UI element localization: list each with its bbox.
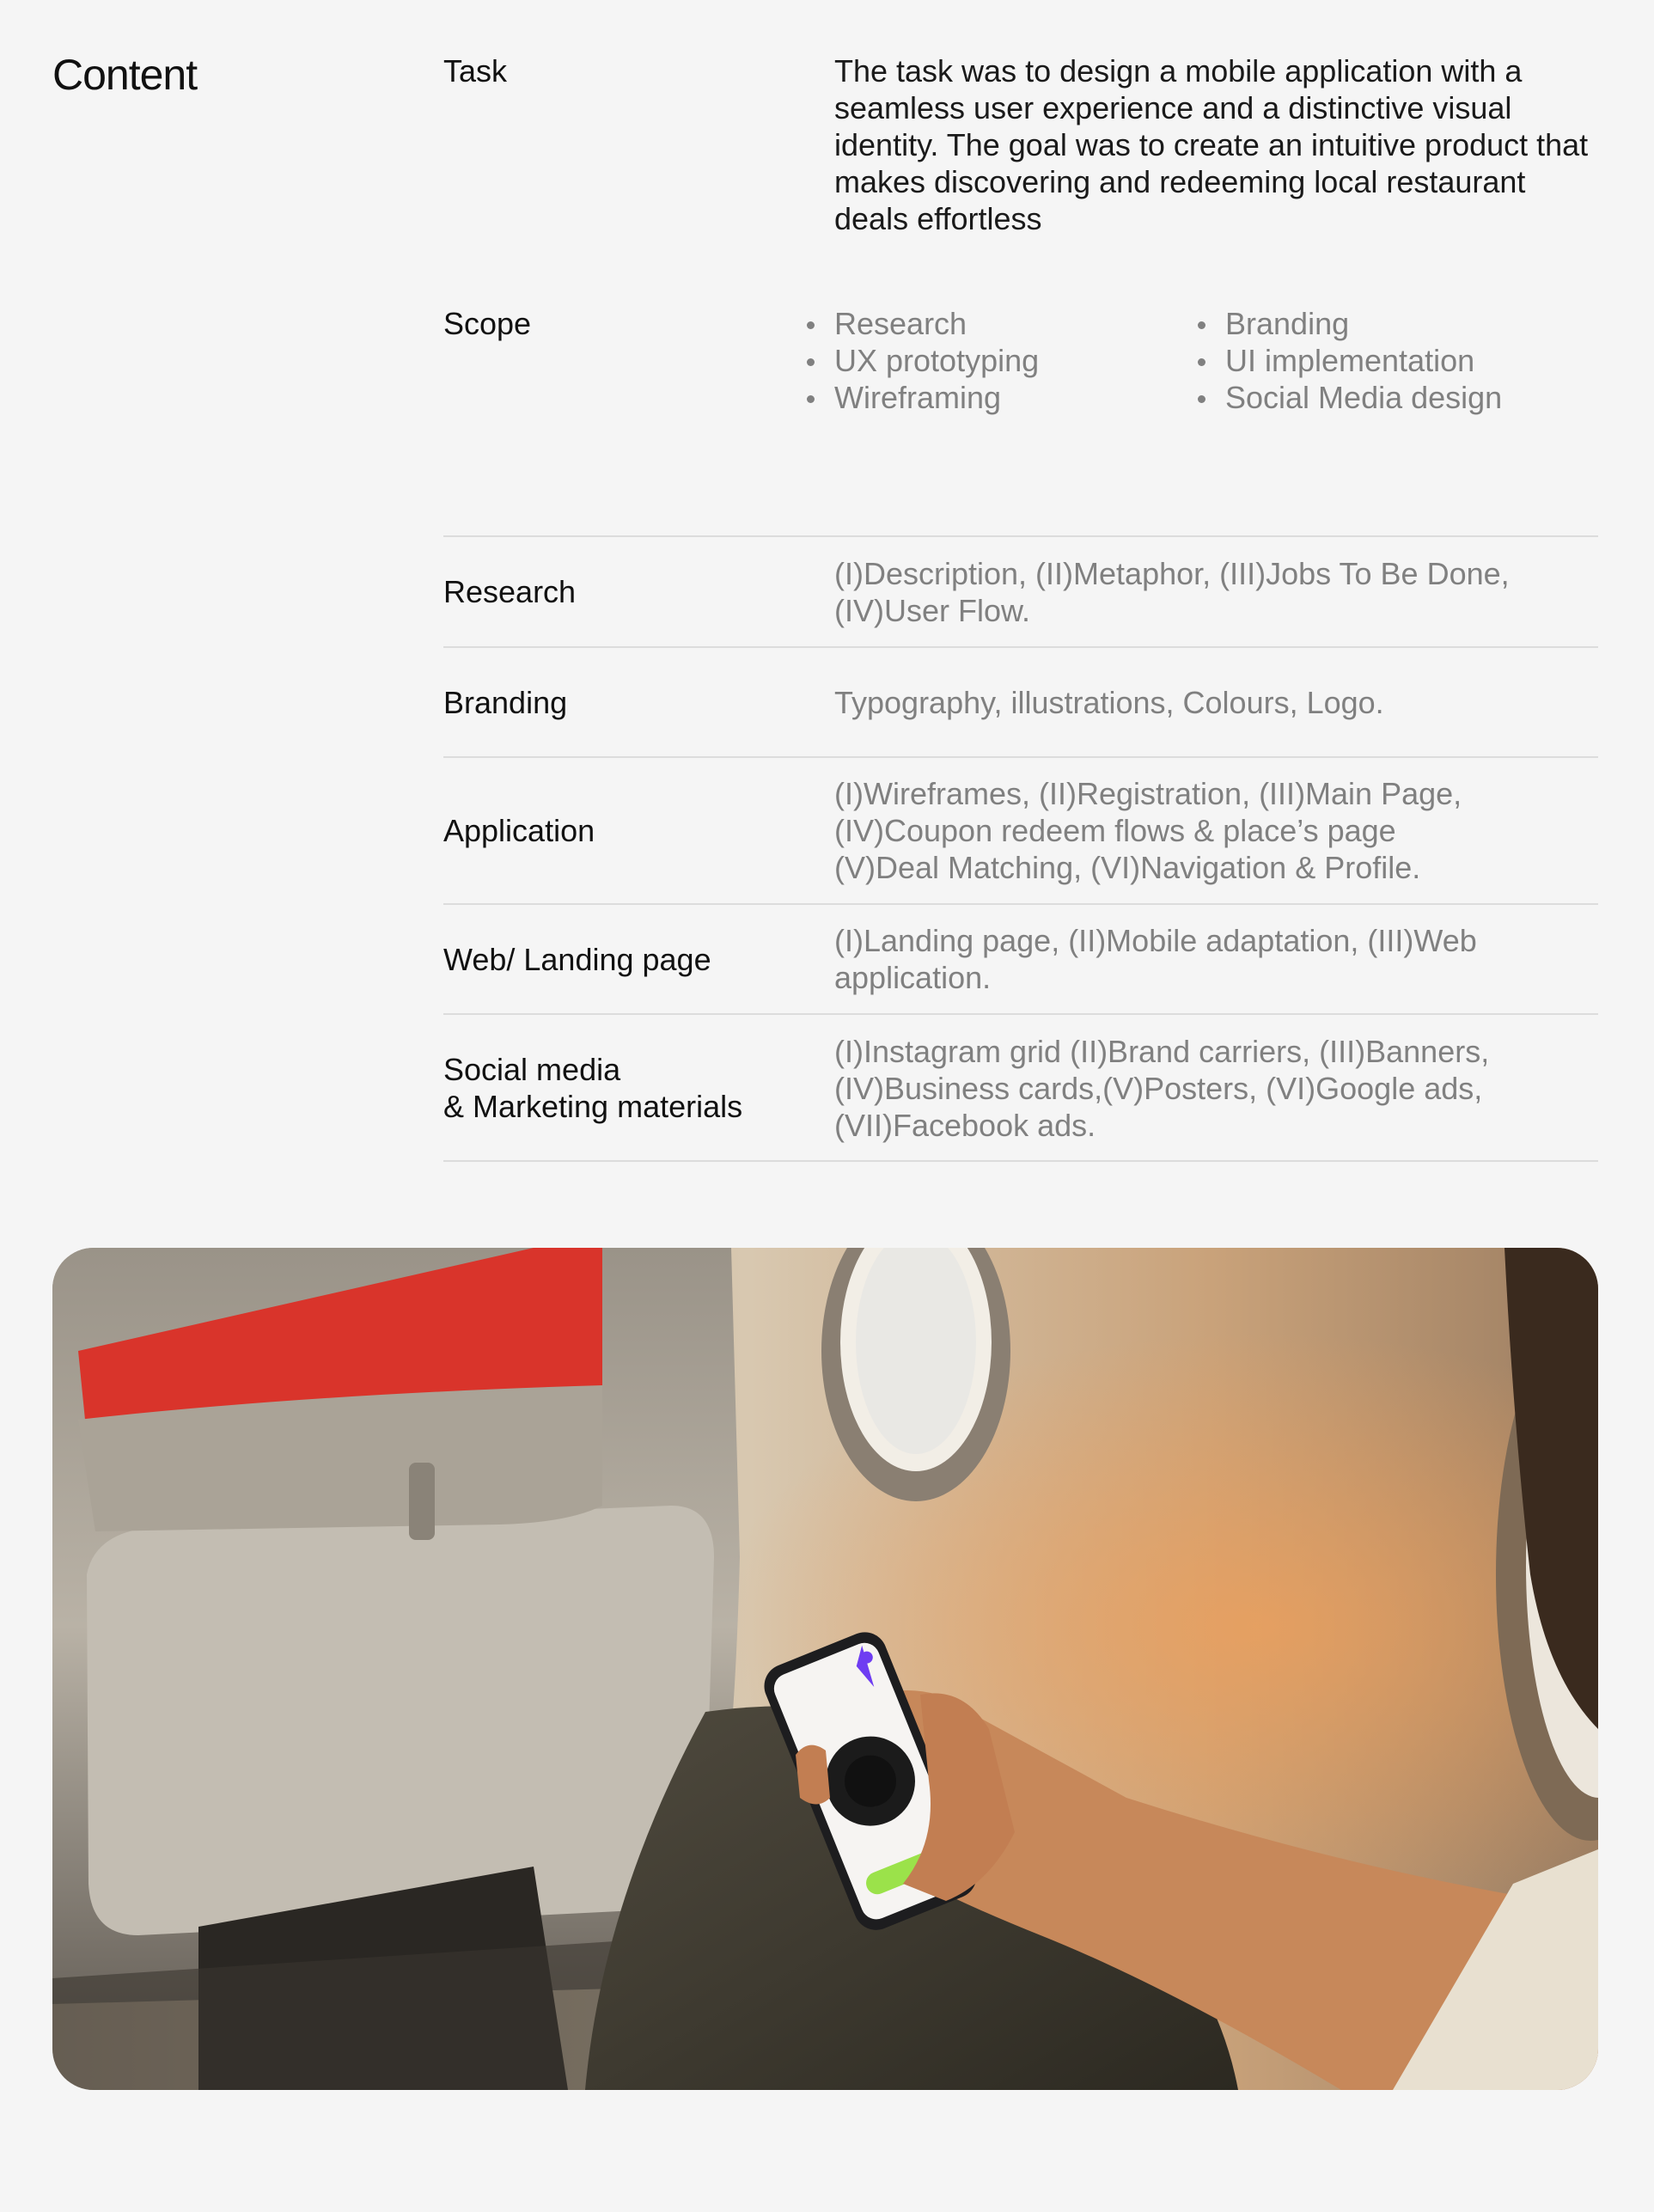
scope-list-left xyxy=(803,305,1039,416)
task-description: The task was to design a mobile application with a seamless user experience and a distinctive visual identity. The goal was to create an intuitive product that makes discovering and redeeming local restaurant deals effortless xyxy=(834,53,1589,236)
scope-item: Wireframing xyxy=(803,379,1039,416)
scope-label: Scope xyxy=(443,306,532,341)
divider xyxy=(443,535,1598,537)
row-value-web: (I)Landing page, (II)Mobile adaptation, (III)Web application. xyxy=(834,923,1477,995)
scope-list-right xyxy=(1194,305,1502,416)
divider xyxy=(443,1160,1598,1162)
scope-item: Branding xyxy=(1194,305,1502,342)
value-line: (IV)Coupon redeem flows & place’s page xyxy=(834,813,1396,848)
row-value-social: (I)Instagram grid (II)Brand carriers, (III)Banners, (IV)Business cards,(V)Posters, (VI)Google ads, (VII)Facebook ads. xyxy=(834,1034,1490,1143)
row-value-research: (I)Description, (II)Metaphor, (III)Jobs To Be Done, (IV)User Flow. xyxy=(834,556,1510,628)
scope-item: Research xyxy=(803,305,1039,342)
row-value-branding: Typography, illustrations, Colours, Logo. xyxy=(834,685,1384,720)
value-line: (I)Wireframes, (II)Registration, (III)Main Page, xyxy=(834,776,1462,811)
divider xyxy=(443,1013,1598,1015)
row-label-branding: Branding xyxy=(443,685,568,720)
value-line: (V)Deal Matching, (VI)Navigation & Profile. xyxy=(834,850,1421,885)
row-label-social xyxy=(443,1051,742,1125)
row-value-application xyxy=(834,775,1590,886)
row-label-research: Research xyxy=(443,574,577,609)
label-line: Social media xyxy=(443,1052,621,1087)
row-label-web: Web/ Landing page xyxy=(443,942,711,977)
row-label-application: Application xyxy=(443,813,595,848)
airplane-photo xyxy=(52,1248,1598,2090)
scope-item: Social Media design xyxy=(1194,379,1502,416)
label-line: & Marketing materials xyxy=(443,1089,743,1124)
divider xyxy=(443,756,1598,758)
divider xyxy=(443,903,1598,905)
section-title: Content xyxy=(52,51,198,99)
divider xyxy=(443,646,1598,648)
scope-item: UX prototyping xyxy=(803,342,1039,379)
task-label: Task xyxy=(443,53,508,89)
scope-item: UI implementation xyxy=(1194,342,1502,379)
